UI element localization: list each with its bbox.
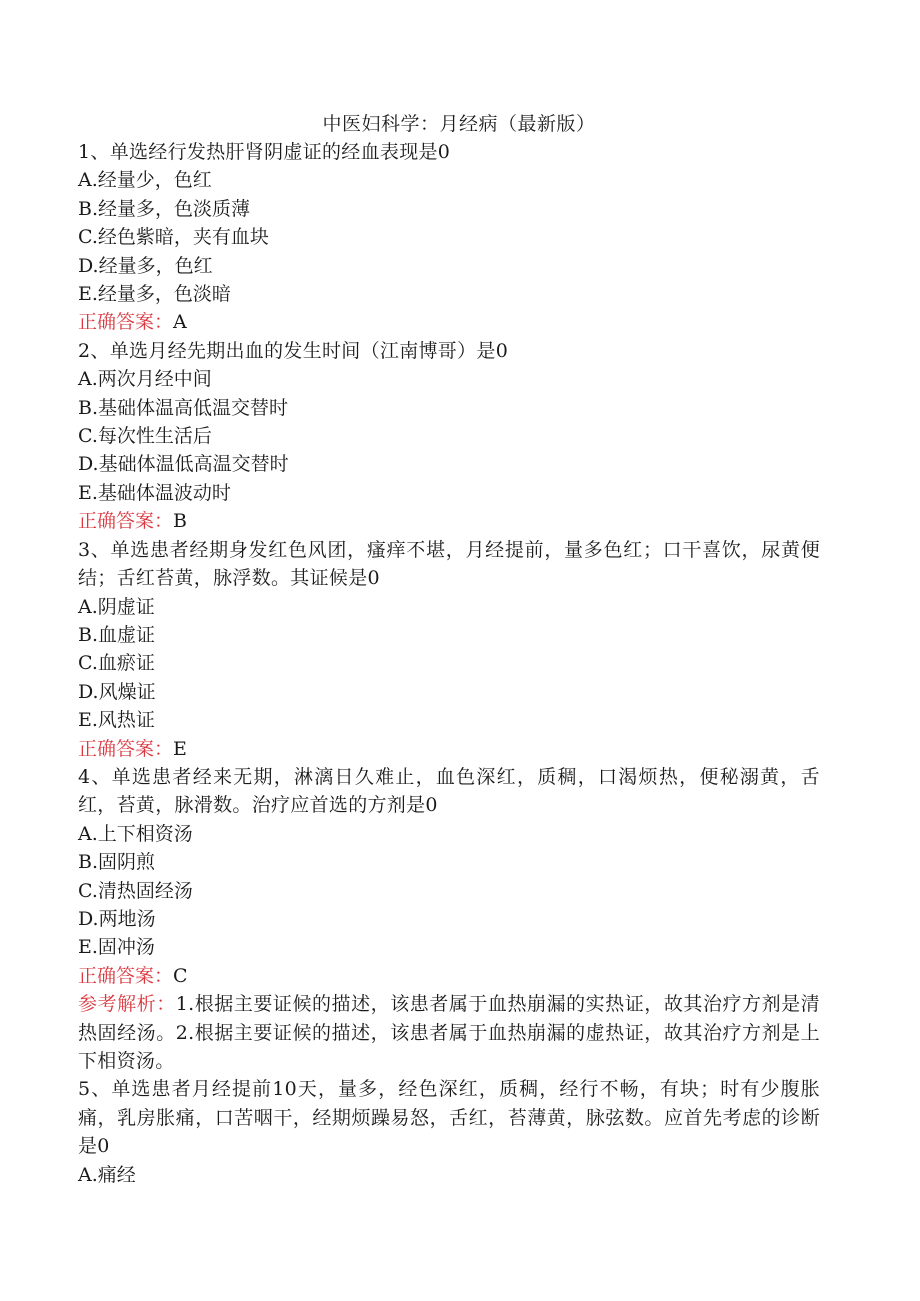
question-3: [78, 536, 820, 763]
question-stem: 3、单选患者经期身发红色风团，瘙痒不堪，月经提前，量多色红；口干喜饮，尿黄便结；舌红苔黄，脉浮数。其证候是0: [78, 538, 820, 590]
option-c: C.血瘀证: [78, 652, 155, 675]
question-5: [78, 1075, 820, 1189]
answer-label: 正确答案：: [78, 737, 174, 760]
answer-label: 正确答案：: [78, 510, 174, 533]
question-1: [78, 138, 820, 337]
document-title: 中医妇科学：月经病（最新版）: [322, 113, 596, 135]
answer-line: [78, 962, 820, 990]
answer-line: [78, 308, 820, 336]
option-b: B.经量多，色淡质薄: [78, 197, 251, 220]
analysis-text: 1.根据主要证候的描述，该患者属于血热崩漏的实热证，故其治疗方剂是清热固经汤。2.根据主要证候的描述，该患者属于血热崩漏的虚热证，故其治疗方剂是上下相资汤。: [78, 993, 820, 1072]
answer-line: [78, 507, 820, 535]
option-b: B.血虚证: [78, 623, 156, 646]
answer-value: B: [173, 510, 187, 533]
option-d: D.两地汤: [78, 907, 156, 930]
analysis-paragraph: [78, 990, 820, 1075]
answer-line: [78, 735, 820, 763]
question-stem: 5、单选患者月经提前10天，量多，经色深红，质稠，经行不畅，有块；时有少腹胀痛，乳房胀痛，口苦咽干，经期烦躁易怒，舌红，苔薄黄，脉弦数。应首先考虑的诊断是0: [78, 1078, 820, 1158]
option-e: E.固冲汤: [78, 936, 155, 959]
question-stem: 4、单选患者经来无期，淋漓日久难止，血色深红，质稠，口渴烦热，便秘溺黄，舌红，苔黄，脉滑数。治疗应首选的方剂是0: [78, 765, 820, 817]
option-a: A.两次月经中间: [78, 368, 212, 391]
option-a: A.经量少，色红: [78, 169, 212, 192]
option-a: A.上下相资汤: [78, 822, 193, 845]
option-d: D.基础体温低高温交替时: [78, 453, 289, 476]
answer-value: E: [173, 737, 187, 760]
option-d: D.风燥证: [78, 680, 156, 703]
option-a: A.阴虚证: [78, 595, 155, 618]
answer-value: C: [173, 964, 188, 987]
question-2: [78, 337, 820, 536]
question-stem: 1、单选经行发热肝肾阴虚证的经血表现是0: [78, 141, 451, 163]
option-c: C.清热固经汤: [78, 879, 193, 902]
answer-label: 正确答案：: [78, 311, 174, 334]
analysis-label: 参考解析：: [78, 993, 176, 1016]
answer-value: A: [173, 311, 187, 334]
document-content: [78, 110, 820, 1189]
option-c: C.每次性生活后: [78, 425, 212, 448]
option-b: B.固阴煎: [78, 851, 156, 874]
option-e: E.基础体温波动时: [78, 481, 231, 504]
option-b: B.基础体温高低温交替时: [78, 396, 289, 419]
option-d: D.经量多，色红: [78, 254, 213, 277]
option-e: E.风热证: [78, 709, 155, 732]
question-4: [78, 763, 820, 1075]
question-stem: 2、单选月经先期出血的发生时间（江南博哥）是0: [78, 339, 509, 362]
option-e: E.经量多，色淡暗: [78, 283, 231, 306]
option-c: C.经色紫暗，夹有血块: [78, 226, 269, 249]
answer-label: 正确答案：: [78, 964, 174, 987]
option-a: A.痛经: [78, 1163, 136, 1186]
